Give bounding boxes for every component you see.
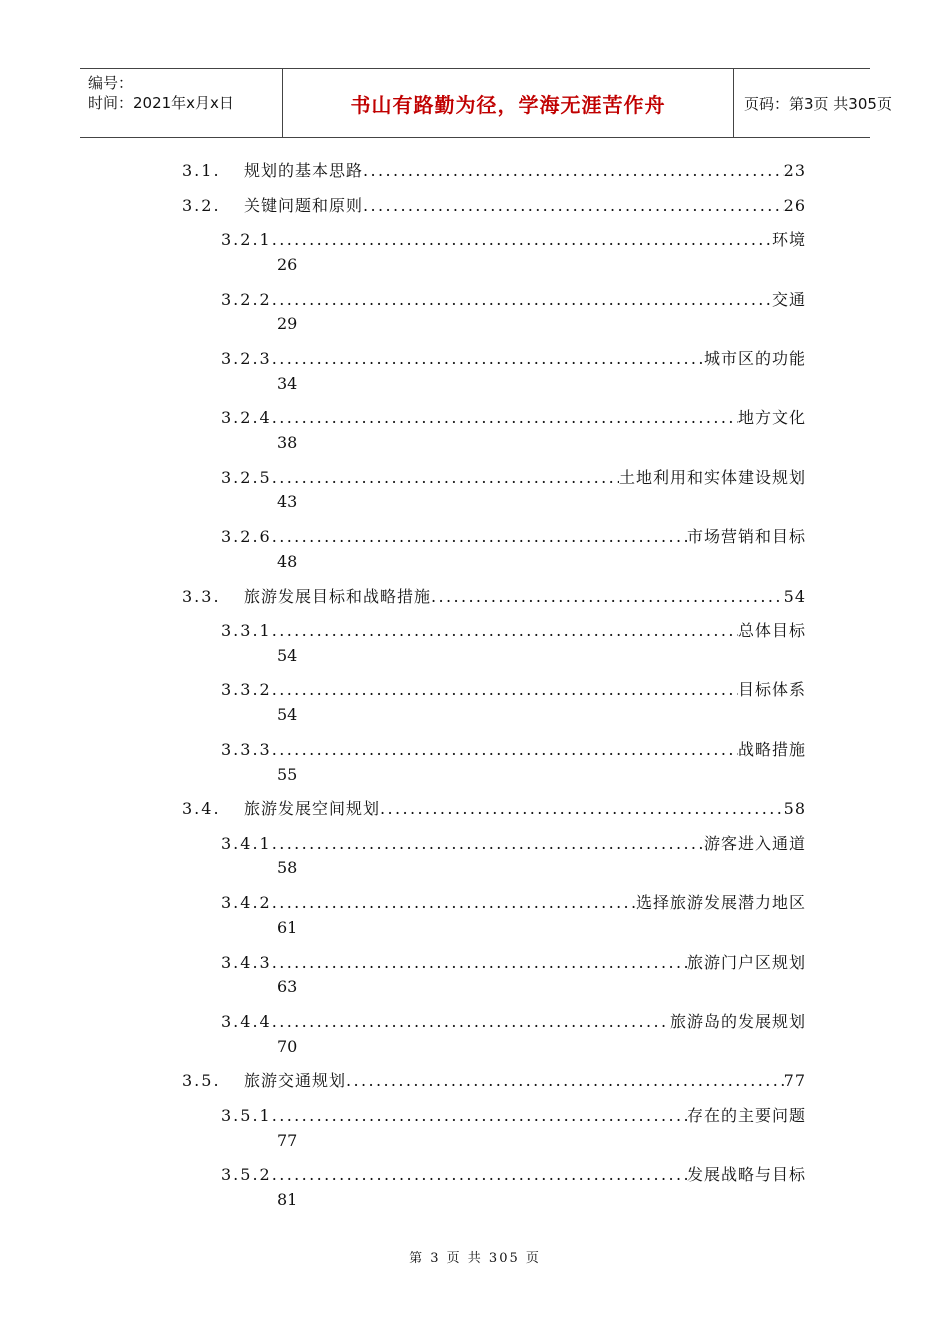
toc-number: 3.3. — [182, 587, 221, 606]
toc-entry[interactable] — [182, 586, 806, 608]
header-meta — [80, 69, 282, 137]
toc-entry[interactable] — [221, 952, 806, 974]
page-header — [80, 68, 892, 138]
toc-leader — [272, 407, 738, 429]
toc-leader — [272, 1011, 670, 1033]
header-page-cell — [734, 69, 892, 137]
toc-page: 26 — [277, 255, 298, 274]
toc-leader — [272, 833, 704, 855]
page-label: 页码：第3页 共305页 — [744, 94, 892, 113]
toc-entry[interactable] — [221, 679, 806, 701]
toc-page: 26 — [783, 196, 806, 215]
serial-label: 编号： — [88, 74, 134, 92]
toc-entry[interactable] — [221, 289, 806, 311]
toc-entry[interactable] — [221, 833, 806, 855]
toc-title: 旅游发展空间规划 — [244, 799, 381, 818]
toc-page: 54 — [277, 646, 298, 665]
toc-page: 48 — [277, 552, 298, 571]
toc-title: 选择旅游发展潜力地区 — [635, 893, 806, 912]
toc-leader — [363, 195, 784, 217]
toc-entry[interactable] — [182, 160, 806, 182]
toc-entry[interactable] — [221, 892, 806, 914]
toc-page: 58 — [783, 799, 806, 818]
toc-page: 63 — [277, 977, 298, 996]
toc-page: 54 — [277, 705, 298, 724]
toc-leader — [272, 229, 772, 251]
toc-entry[interactable] — [221, 1011, 806, 1033]
toc-title: 市场营销和目标 — [686, 527, 806, 546]
toc-entry[interactable] — [221, 407, 806, 429]
toc-title: 存在的主要问题 — [686, 1106, 806, 1125]
toc-number: 3.2.4 — [221, 408, 272, 427]
toc-entry[interactable] — [182, 798, 806, 820]
toc-page: 29 — [277, 314, 298, 333]
toc-leader — [272, 952, 687, 974]
toc-entry[interactable] — [221, 1105, 806, 1127]
toc-page: 77 — [277, 1131, 298, 1150]
toc-leader — [431, 586, 784, 608]
toc-leader — [363, 160, 784, 182]
toc-title: 总体目标 — [737, 621, 806, 640]
toc-leader — [272, 348, 704, 370]
toc-leader — [272, 679, 738, 701]
toc-number: 3.5. — [182, 1071, 221, 1090]
toc-number: 3.2.2 — [221, 290, 272, 309]
toc-page: 70 — [277, 1037, 298, 1056]
motto: 书山有路勤为径，学海无涯苦作舟 — [350, 92, 666, 117]
toc-leader — [272, 620, 738, 642]
toc-number: 3.4.4 — [221, 1012, 272, 1031]
toc-number: 3.2.1 — [221, 230, 272, 249]
toc-title: 发展战略与目标 — [686, 1165, 806, 1184]
toc-page: 43 — [277, 492, 298, 511]
toc-title: 交通 — [771, 290, 806, 309]
toc-number: 3.5.2 — [221, 1165, 272, 1184]
toc-title: 关键问题和原则 — [244, 196, 364, 215]
toc-title: 旅游门户区规划 — [686, 953, 806, 972]
toc-number: 3.2.5 — [221, 468, 272, 487]
toc-number: 3.2.3 — [221, 349, 272, 368]
toc-number: 3.2. — [182, 196, 221, 215]
toc-entry[interactable] — [221, 229, 806, 251]
toc-number: 3.4.1 — [221, 834, 272, 853]
toc-leader — [380, 798, 784, 820]
toc-title: 旅游岛的发展规划 — [669, 1012, 806, 1031]
toc-title: 地方文化 — [737, 408, 806, 427]
toc-title: 环境 — [771, 230, 806, 249]
toc-page: 58 — [277, 858, 298, 877]
header-motto-cell — [282, 69, 734, 137]
toc-leader — [272, 289, 772, 311]
toc-number: 3.3.2 — [221, 680, 272, 699]
toc-leader — [272, 892, 636, 914]
toc-number: 3.4.3 — [221, 953, 272, 972]
toc-number: 3.4.2 — [221, 893, 272, 912]
toc-entry[interactable] — [221, 467, 806, 489]
toc-number: 3.3.1 — [221, 621, 272, 640]
toc-entry[interactable] — [221, 739, 806, 761]
toc-leader — [272, 739, 738, 761]
toc-page: 77 — [783, 1071, 806, 1090]
toc-page: 34 — [277, 374, 298, 393]
page-footer: 第 3 页 共 305 页 — [409, 1251, 541, 1266]
toc-leader — [272, 1164, 687, 1186]
date-label: 时间：2021年x月x日 — [88, 94, 234, 112]
toc-number: 3.3.3 — [221, 740, 272, 759]
toc-number: 3.5.1 — [221, 1106, 272, 1125]
toc-title: 旅游交通规划 — [244, 1071, 347, 1090]
toc-entry[interactable] — [182, 195, 806, 217]
toc-title: 战略措施 — [737, 740, 806, 759]
toc-page: 81 — [277, 1190, 298, 1209]
toc-title: 城市区的功能 — [703, 349, 806, 368]
toc-leader — [272, 526, 687, 548]
toc-number: 3.1. — [182, 161, 221, 180]
toc-leader — [272, 467, 619, 489]
toc-page: 38 — [277, 433, 298, 452]
toc-title: 规划的基本思路 — [244, 161, 364, 180]
toc-entry[interactable] — [221, 620, 806, 642]
toc-title: 旅游发展目标和战略措施 — [244, 587, 432, 606]
toc-title: 土地利用和实体建设规划 — [618, 468, 806, 487]
toc-entry[interactable] — [221, 348, 806, 370]
toc-page: 23 — [783, 161, 806, 180]
toc-number: 3.4. — [182, 799, 221, 818]
toc-page: 61 — [277, 918, 298, 937]
toc-entry[interactable] — [182, 1070, 806, 1092]
toc-number: 3.2.6 — [221, 527, 272, 546]
toc-entry[interactable] — [221, 526, 806, 548]
toc-leader — [346, 1070, 784, 1092]
toc-page: 54 — [783, 587, 806, 606]
toc-entry[interactable] — [221, 1164, 806, 1186]
toc-title: 目标体系 — [737, 680, 806, 699]
toc-title: 游客进入通道 — [703, 834, 806, 853]
toc-leader — [272, 1105, 687, 1127]
toc-page: 55 — [277, 765, 298, 784]
